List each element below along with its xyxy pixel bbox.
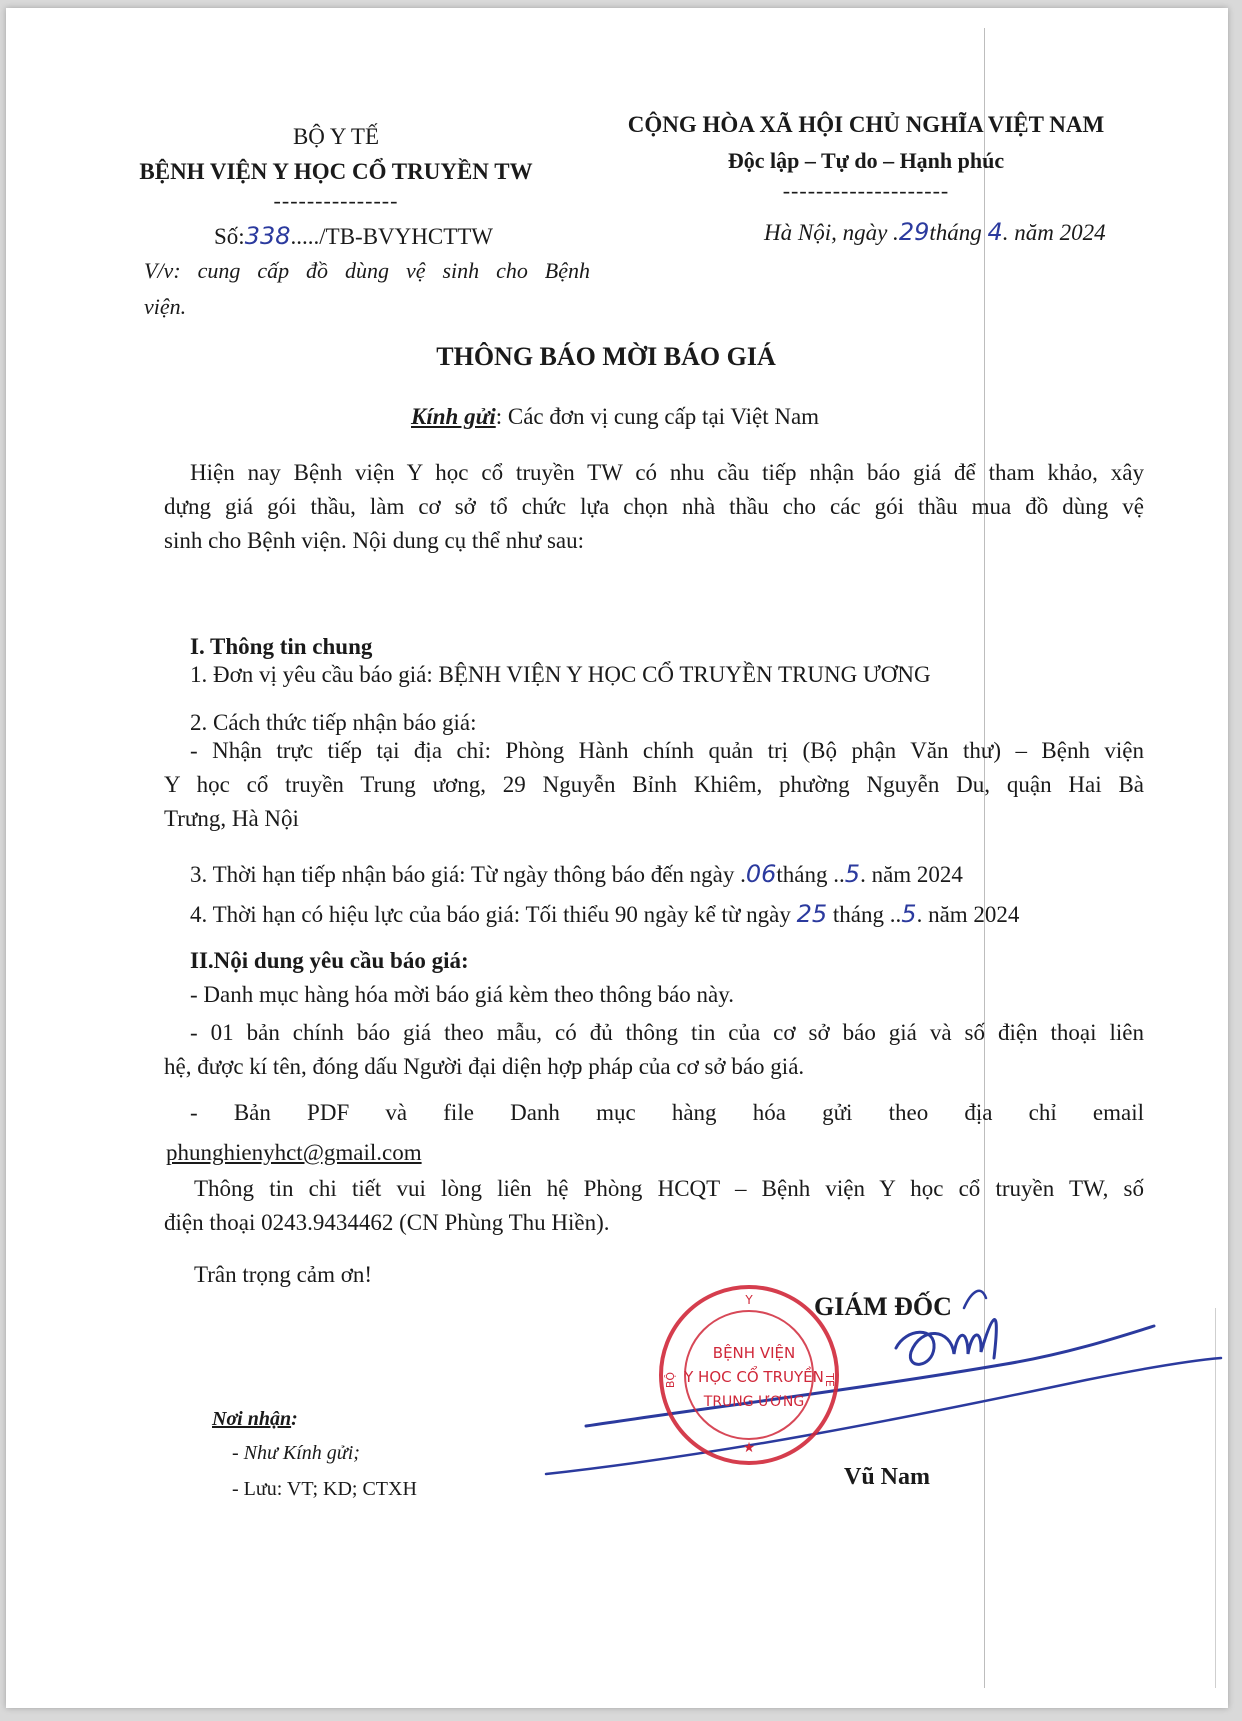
official-stamp — [654, 1280, 844, 1470]
recipient-item-2: - Lưu: VT; KD; CTXH — [232, 1478, 417, 1500]
section-1-heading: I. Thông tin chung — [190, 634, 373, 659]
contact-paragraph: Thông tin chi tiết vui lòng liên hệ Phòng HCQT – Bệnh viện Y học cổ truyền TW, số điện thoại 0243.9434462 (CN Phùng Thu Hiền). — [164, 1176, 1144, 1235]
ministry-name: BỘ Y TẾ — [292, 124, 380, 149]
document-page — [6, 8, 1228, 1708]
issue-date: Hà Nội, ngày .29tháng 4. năm 2024 — [764, 218, 1106, 246]
issue-date-month: 4 — [987, 218, 1003, 246]
nation-name: CỘNG HÒA XÃ HỘI CHỦ NGHĨA VIỆT NAM — [627, 112, 1105, 137]
intro-line-1: Hiện nay Bệnh viện Y học cổ truyền TW có nhu cầu tiếp nhận báo giá để tham khảo, xây — [190, 460, 1144, 485]
section-1-item-4: 4. Thời hạn có hiệu lực của báo giá: Tối thiểu 90 ngày kể từ ngày 25 tháng ..5. năm 2024 — [190, 900, 1020, 928]
handwritten-signature — [6, 8, 1228, 1708]
stamp-line-2: Y HỌC CỔ TRUYỀN — [684, 1368, 824, 1386]
greeting: Kính gửi: Các đơn vị cung cấp tại Việt Nam — [411, 404, 820, 429]
header-left-separator: --------------- — [273, 188, 399, 213]
section-1-item-3: 3. Thời hạn tiếp nhận báo giá: Từ ngày thông báo đến ngày .06tháng ..5. năm 2024 — [190, 860, 963, 888]
section-2-bullet-3: - Bản PDF và file Danh mục hàng hóa gửi theo địa chỉ email — [190, 1100, 1144, 1125]
section-2-bullet-1: - Danh mục hàng hóa mời báo giá kèm theo thông báo này. — [190, 982, 735, 1007]
subject-line: V/v: cung cấp đồ dùng vệ sinh cho Bệnh — [144, 258, 590, 283]
document-title: THÔNG BÁO MỜI BÁO GIÁ — [436, 342, 776, 371]
deadline-day: 06 — [745, 860, 777, 888]
signatory-name: Vũ Nam — [844, 1464, 931, 1490]
issue-date-day: 29 — [898, 218, 930, 246]
section-2-bullet-2: - 01 bản chính báo giá theo mẫu, có đủ thông tin của cơ sở báo giá và số điện thoại liên hệ, được kí tên, đóng dấu Người đại diện hợp pháp của cơ sở báo giá. — [164, 1020, 1144, 1079]
stamp-left-text: BỘ — [664, 1371, 677, 1389]
contact-email-link[interactable]: phunghienyhct@gmail.com — [166, 1140, 422, 1165]
validity-month: 5 — [901, 900, 917, 928]
section-1-item-2-detail: - Nhận trực tiếp tại địa chỉ: Phòng Hành chính quản trị (Bộ phận Văn thư) – Bệnh viện Y học cổ truyền Trung ương, 29 Nguyễn Bỉnh Khiêm, phường Nguyễn Du, quận Hai Bà Trưng, Hà Nội — [164, 738, 1144, 831]
greeting-label: Kính gửi — [411, 404, 496, 429]
stamp-star-icon: ★ — [742, 1440, 756, 1456]
document-number-handwritten: 338 — [244, 222, 291, 250]
validity-day: 25 — [796, 900, 828, 928]
stamp-right-text: TẾ — [823, 1373, 836, 1387]
signatory-title: GIÁM ĐỐC — [814, 1292, 952, 1321]
deadline-month: 5 — [844, 860, 861, 888]
recipients-label: Nơi nhận: — [212, 1408, 298, 1430]
section-1-item-2: 2. Cách thức tiếp nhận báo giá: — [190, 710, 477, 735]
section-2-heading: II.Nội dung yêu cầu báo giá: — [190, 948, 469, 973]
stamp-line-3: TRUNG ƯƠNG — [703, 1394, 805, 1410]
section-1-item-1: 1. Đơn vị yêu cầu báo giá: BỆNH VIỆN Y HỌC CỔ TRUYỀN TRUNG ƯƠNG — [190, 662, 931, 687]
subject-line-cont: viện. — [144, 294, 187, 319]
document-number: Số:338...../TB-BVYHCTTW — [214, 222, 494, 250]
closing-thanks: Trân trọng cảm ơn! — [194, 1262, 373, 1287]
recipient-item-1: - Như Kính gửi; — [232, 1442, 360, 1464]
header-right-separator: -------------------- — [782, 178, 950, 203]
intro-line-3: sinh cho Bệnh viện. Nội dung cụ thể như sau: — [164, 528, 585, 553]
intro-line-2: dựng giá gói thầu, làm cơ sở tổ chức lựa chọn nhà thầu cho các gói thầu mua đồ dùng vệ — [164, 494, 1144, 519]
national-motto: Độc lập – Tự do – Hạnh phúc — [727, 148, 1005, 173]
stamp-line-1: BỆNH VIỆN — [712, 1344, 796, 1362]
hospital-name: BỆNH VIỆN Y HỌC CỔ TRUYỀN TW — [139, 159, 533, 184]
stamp-top-text: Y — [745, 1293, 753, 1307]
